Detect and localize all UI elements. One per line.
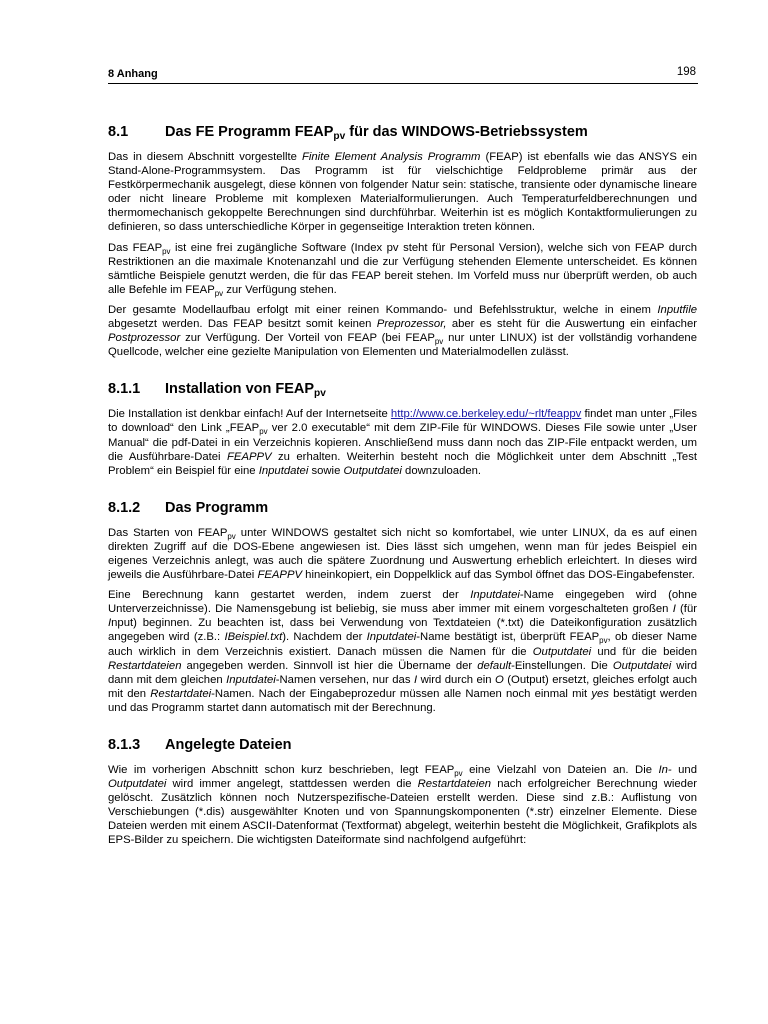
section-heading-8-1-2: [108, 500, 697, 516]
section-number: 8.1.2: [108, 499, 141, 516]
section-title: Das Programm: [165, 499, 269, 516]
paragraph: Der gesamte Modellaufbau erfolgt mit einer reinen Kommando- und Befehlsstruktur, welche in einem Inputfile abgesetzt werden. Das FEAP besitzt somit keinen Preprozessor, aber es steht für die Auswertung ein einfacher Postprozessor zur Verfügung. Der Vorteil von FEAP (bei $FEAP_{pv}$ nur unter LINUX) ist der vollständig vorhandene Quellcode, welcher eine gezielte Manipulation von Elementen und Materialmodellen zulässt.: [108, 303, 697, 359]
paragraph: Das Starten von $FEAP_{pv}$ unter WINDOWS gestaltet sich nicht so komfortabel, wie unter LINUX, da es auf einen direkten Zugriff auf die DOS-Ebene angewiesen ist. Dies lässt sich umgehen, wenn man für jedes Beispiel ein eigenes Verzeichnis anlegt, was auch die spätere Zuordnung und Auswertung erheblich erleichtert. In dieses wird jeweils die Ausführbare-Datei FEAPPV hineinkopiert, ein Doppelklick auf das Symbol öffnet das DOS-Eingabefenster.: [108, 526, 697, 582]
paragraph: Die Installation ist denkbar einfach! Auf der Internetseite http://www.ce.berkeley.edu/~rlt/feappv findet man unter „Files to download“ den Link $„FEAP_{pv}$ ver 2.0 executable“ mit dem ZIP-File für WINDOWS. Dieses File sowie unter „User Manual“ die pdf-Datei in ein Verzeichnis kopieren. Anschließend muss dann noch das ZIP-File entpackt werden, um die Ausführbare-Datei FEAPPV zu erhalten. Weiterhin besteht noch die Möglichkeit unter dem Abschnitt „Test Problem“ ein Beispiel für eine Inputdatei sowie Outputdatei downzuloaden.: [108, 408, 697, 477]
section-number: 8.1.3: [108, 737, 141, 753]
section-number: 8.1.1: [108, 381, 141, 398]
paragraph: Das in diesem Abschnitt vorgestellte Finite Element Analysis Programm (FEAP) ist ebenfalls wie das ANSYS ein Stand-Alone-Programmsystem. Das Programm ist für vielschichtige Feldprobleme primär aus der Festkörpermechanik ausgelegt, diese können von folgender Natur sein: statische, transiente oder dynamische lineare oder nicht lineare Probleme mit komplexen Materialformulierungen. Auch Temperaturfeldberechnungen und thermomechanisch gekoppelte Berechnungen sind durchführbar. Weiterhin ist es möglich Kontaktformulierungen zu definieren, so dass unterschiedliche Körper in gegenseitige Interaktion treten können.: [108, 151, 698, 234]
page-header: [108, 68, 698, 84]
section-heading-8-1: [108, 124, 697, 140]
feappv-link[interactable]: http://www.ce.berkeley.edu/~rlt/feappv: [390, 408, 582, 421]
chapter-label: 8 Anhang: [108, 68, 158, 80]
section-heading-8-1-1: [108, 381, 697, 400]
section-title: Installation von $FEAP_{pv}$: [165, 381, 326, 400]
paragraph: Das $FEAP_{pv}$ ist eine frei zugängliche Software (Index pv steht für Personal Version), welche sich von FEAP durch Restriktionen an die maximale Knotenanzahl und die zur Verfügung stehenden Elemente unterscheidet. Es können sämtliche Beispiele genutzt werden, die für das FEAP bereit stehen. Im Vorfeld muss nur überprüft werden, ob auch alle Befehle im $FEAP_{pv}$ zur Verfügung stehen.: [108, 241, 697, 298]
page-content: [108, 124, 697, 854]
section-heading-8-1-3: [108, 737, 697, 753]
section-title: Das FE Programm $FEAP_{pv}$ für das WINDOWS-Betriebssystem: [165, 124, 588, 142]
section-number: 8.1: [108, 124, 129, 140]
paragraph: Wie im vorherigen Abschnitt schon kurz beschrieben, legt $FEAP_{pv}$ eine Vielzahl von Dateien an. Die In- und Outputdatei wird immer angelegt, stattdessen werden die Restartdateien nach erfolgreicher Berechnung wieder gelöscht. Zusätzlich können noch Nutzerspezifische-Dateien erstellt werden. Diese sind z.B.: Auflistung von Verschiebungen (*.dis) ausgewählter Knoten und von Spannungskomponenten (*.str) einzelner Elemente. Diese Dateien werden mit einem ASCII-Datenformat (Textformat) abgelegt, weiterhin besteht die Möglichkeit, Grafikplots als EPS-Bilder zu speichern. Die wichtigsten Dateiformate sind nachfolgend aufgeführt:: [108, 764, 697, 847]
page-number: 198: [676, 66, 696, 78]
section-title: Angelegte Dateien: [165, 737, 292, 753]
paragraph: Eine Berechnung kann gestartet werden, indem zuerst der Inputdatei-Name eingegeben wird (ohne Unterverzeichnisse). Die Namensgebung ist beliebig, sie muss aber immer mit einem vorgeschalteten großen I (für Input) beginnen. Zu beachten ist, dass bei Verwendung von Textdateien (*.txt) die Dateikonfiguration zusätzlich angegeben wird (z.B.: IBeispiel.txt). Nachdem der Inputdatei-Name bestätigt ist, überprüft $FEAP_{pv}$, ob dieser Name auch wirklich in dem Verzeichnis existiert. Danach müssen die Namen für die Outputdatei und für die beiden Restartdateien angegeben werden. Sinnvoll ist hier die Übername der default-Einstellungen. Die Outputdatei wird dann mit dem gleichen Inputdatei-Namen versehen, nur das I wird durch ein O (Output) ersetzt, gleiches erfolgt auch mit den Restartdatei-Namen. Nach der Eingabeprozedur müssen alle Namen noch einmal mit yes bestätigt werden und das Programm startet dann automatisch mit der Berechnung.: [108, 589, 697, 714]
